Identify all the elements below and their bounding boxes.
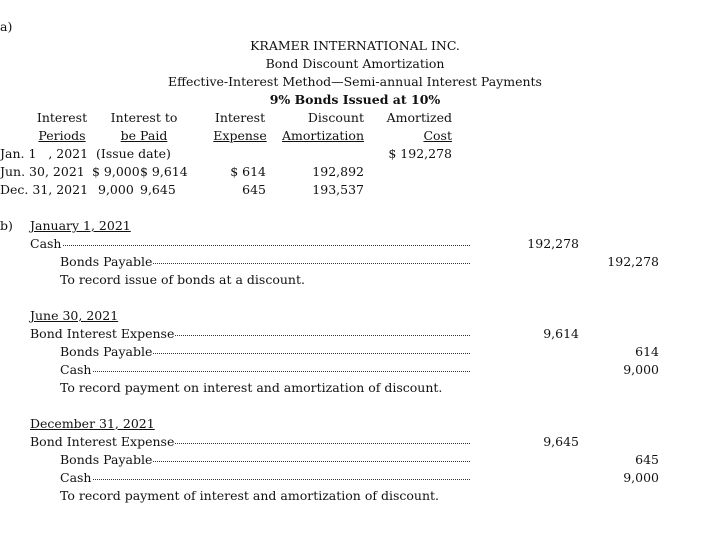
debit-amount: 9,614 — [543, 326, 579, 341]
account-name: Bond Interest Expense — [30, 326, 175, 341]
table-row-period: Jan. 1 , 2021 (Issue date) — [0, 146, 171, 161]
table-row-amortized-cost: $ 192,278 — [388, 146, 452, 161]
table-row-period: Jun. 30, 2021 — [0, 164, 85, 179]
journal-entry-date: December 31, 2021 — [30, 416, 155, 431]
journal-entry-date: June 30, 2021 — [30, 308, 119, 323]
part-b-label: b) — [0, 218, 13, 233]
account-name: Bonds Payable — [60, 254, 153, 269]
header-interest-periods-2: Periods — [38, 128, 86, 143]
table-row-period: Dec. 31, 2021 — [0, 182, 89, 197]
journal-line — [30, 469, 659, 487]
header-discount-amortization-1: Discount — [307, 110, 364, 125]
account-name: Bonds Payable — [60, 452, 153, 467]
header-interest-expense-1: Interest — [214, 110, 266, 125]
account-name: Cash — [60, 470, 92, 485]
table-row-discount-amortization: 192,892 — [312, 164, 364, 179]
journal-line — [30, 235, 630, 253]
method-title: Effective-Interest Method—Semi-annual Interest Payments — [168, 74, 542, 89]
account-name: Bonds Payable — [60, 344, 153, 359]
account-name: Bond Interest Expense — [30, 434, 175, 449]
table-row-discount-amortization: 193,537 — [312, 182, 364, 197]
credit-amount: 9,000 — [623, 470, 659, 485]
part-a-label: a) — [0, 19, 13, 34]
table-row-interest-paid: 9,000 — [98, 182, 134, 197]
journal-entry-date: January 1, 2021 — [30, 218, 131, 233]
table-row-expense-amount: $ 614 — [230, 164, 266, 179]
header-interest-periods-1: Interest — [36, 110, 88, 125]
credit-amount: 645 — [635, 452, 659, 467]
debit-amount: 9,645 — [543, 434, 579, 449]
credit-amount: 9,000 — [623, 362, 659, 377]
header-discount-amortization-2: Amortization — [281, 128, 364, 143]
table-row-interest-expense: 9,645 — [140, 182, 176, 197]
account-name: Cash — [60, 362, 92, 377]
journal-memo: To record payment on interest and amortization of discount. — [60, 380, 443, 395]
journal-line — [30, 451, 659, 469]
table-row-interest-expense: $ 9,614 — [140, 164, 188, 179]
header-interest-expense-2: Expense — [213, 128, 267, 143]
bond-terms-title: 9% Bonds Issued at 10% — [269, 92, 441, 107]
header-interest-to-be-paid-1: Interest to — [110, 110, 178, 125]
table-row-interest-paid: $ 9,000 — [92, 164, 140, 179]
header-amortized-cost-2: Cost — [423, 128, 452, 143]
table-row-expense-amount: 645 — [242, 182, 266, 197]
credit-amount: 192,278 — [607, 254, 659, 269]
company-name: KRAMER INTERNATIONAL INC. — [250, 38, 460, 53]
credit-amount: 614 — [635, 344, 659, 359]
journal-line — [30, 343, 659, 361]
journal-line — [30, 433, 630, 451]
journal-line — [30, 325, 630, 343]
journal-line — [30, 253, 659, 271]
journal-memo: To record issue of bonds at a discount. — [60, 272, 305, 287]
journal-line — [30, 361, 659, 379]
header-interest-to-be-paid-2: be Paid — [120, 128, 168, 143]
debit-amount: 192,278 — [527, 236, 579, 251]
account-name: Cash — [30, 236, 62, 251]
schedule-title: Bond Discount Amortization — [265, 56, 445, 71]
journal-memo: To record payment of interest and amortization of discount. — [60, 488, 439, 503]
header-amortized-cost-1: Amortized — [386, 110, 452, 125]
